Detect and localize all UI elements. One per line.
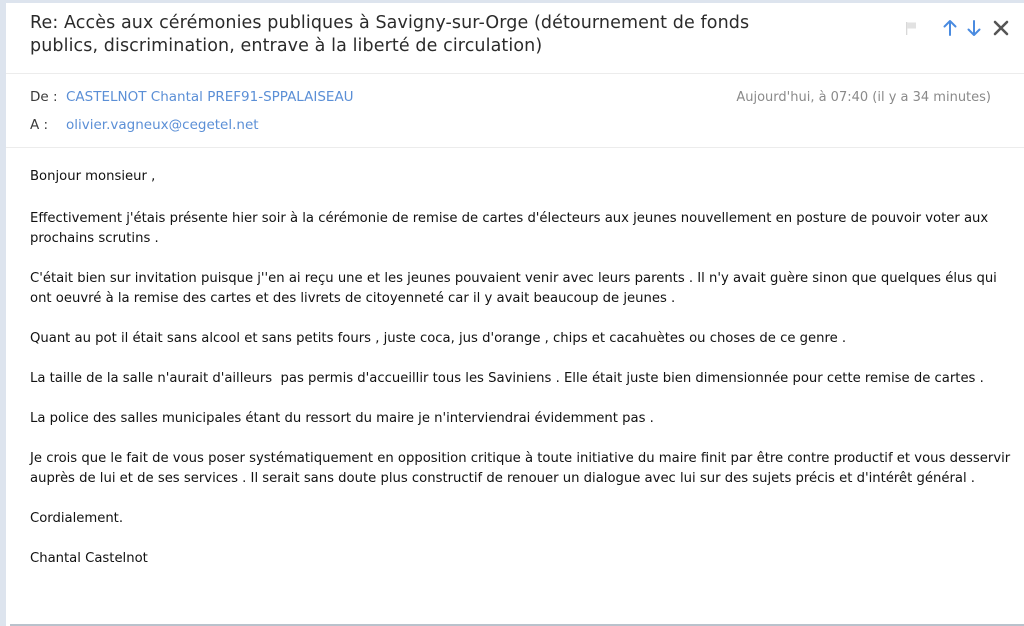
body-paragraph: Effectivement j'étais présente hier soir à la cérémonie de remise de cartes d'électeurs aux jeunes nouvellement en posture de pouvoir voter aux prochains scrutins . [30,211,993,246]
closing: Cordialement. [30,511,124,526]
body-paragraph: La taille de la salle n'aurait d'ailleurs pas permis d'accueillir tous les Saviniens . Elle était juste bien dimensionnée pour cette remise de cartes . [30,371,984,386]
previous-message-button[interactable] [938,15,962,41]
greeting: Bonjour monsieur , [30,169,156,184]
next-message-button[interactable] [962,15,986,41]
message-header [6,3,1024,74]
body-paragraph: C'était bien sur invitation puisque j''en ai reçu une et les jeunes pouvaient venir avec leurs parents . Il n'y avait guère sinon que quelques élus qui ont oeuvré à la remise des cartes et des livrets de citoyenneté car il y avait beaucoup de jeunes . [30,271,1002,306]
arrow-up-icon [942,19,958,37]
close-message-button[interactable] [988,15,1014,41]
message-date: Aujourd'hui, à 07:40 (il y a 34 minutes) [736,90,991,105]
message-actions [898,15,1024,41]
body-paragraph: La police des salles municipales étant du ressort du maire je n'interviendrai évidemment pas . [30,411,654,426]
close-icon [993,20,1009,36]
from-label: De : [30,89,58,105]
arrow-down-icon [966,19,982,37]
body-paragraph: Je crois que le fait de vous poser systématiquement en opposition critique à toute initiative du maire finit par être contre productif et vous desservir auprès de lui et de ses services . Il serait sans doute plus constructif de renouer un dialogue avec lui sur des sujets précis et d'intérêt général . [30,451,1015,486]
message-subject: Re: Accès aux cérémonies publiques à Savigny-sur-Orge (détournement de fonds publics, discrimination, entrave à la liberté de circulation) [30,13,750,56]
to-label: A : [30,117,49,133]
to-row [30,117,259,133]
from-row [30,89,354,105]
message-meta [6,75,1024,148]
flag-button[interactable] [898,15,924,41]
message-body [30,167,1020,589]
flag-icon [903,20,919,36]
recipient-link[interactable]: olivier.vagneux@cegetel.net [66,117,259,133]
body-paragraph: Quant au pot il était sans alcool et sans petits fours , juste coca, jus d'orange , chips et cacahuètes ou choses de ce genre . [30,331,847,346]
signature: Chantal Castelnot [30,551,148,566]
sender-link[interactable]: CASTELNOT Chantal PREF91-SPPALAISEAU [66,89,354,105]
